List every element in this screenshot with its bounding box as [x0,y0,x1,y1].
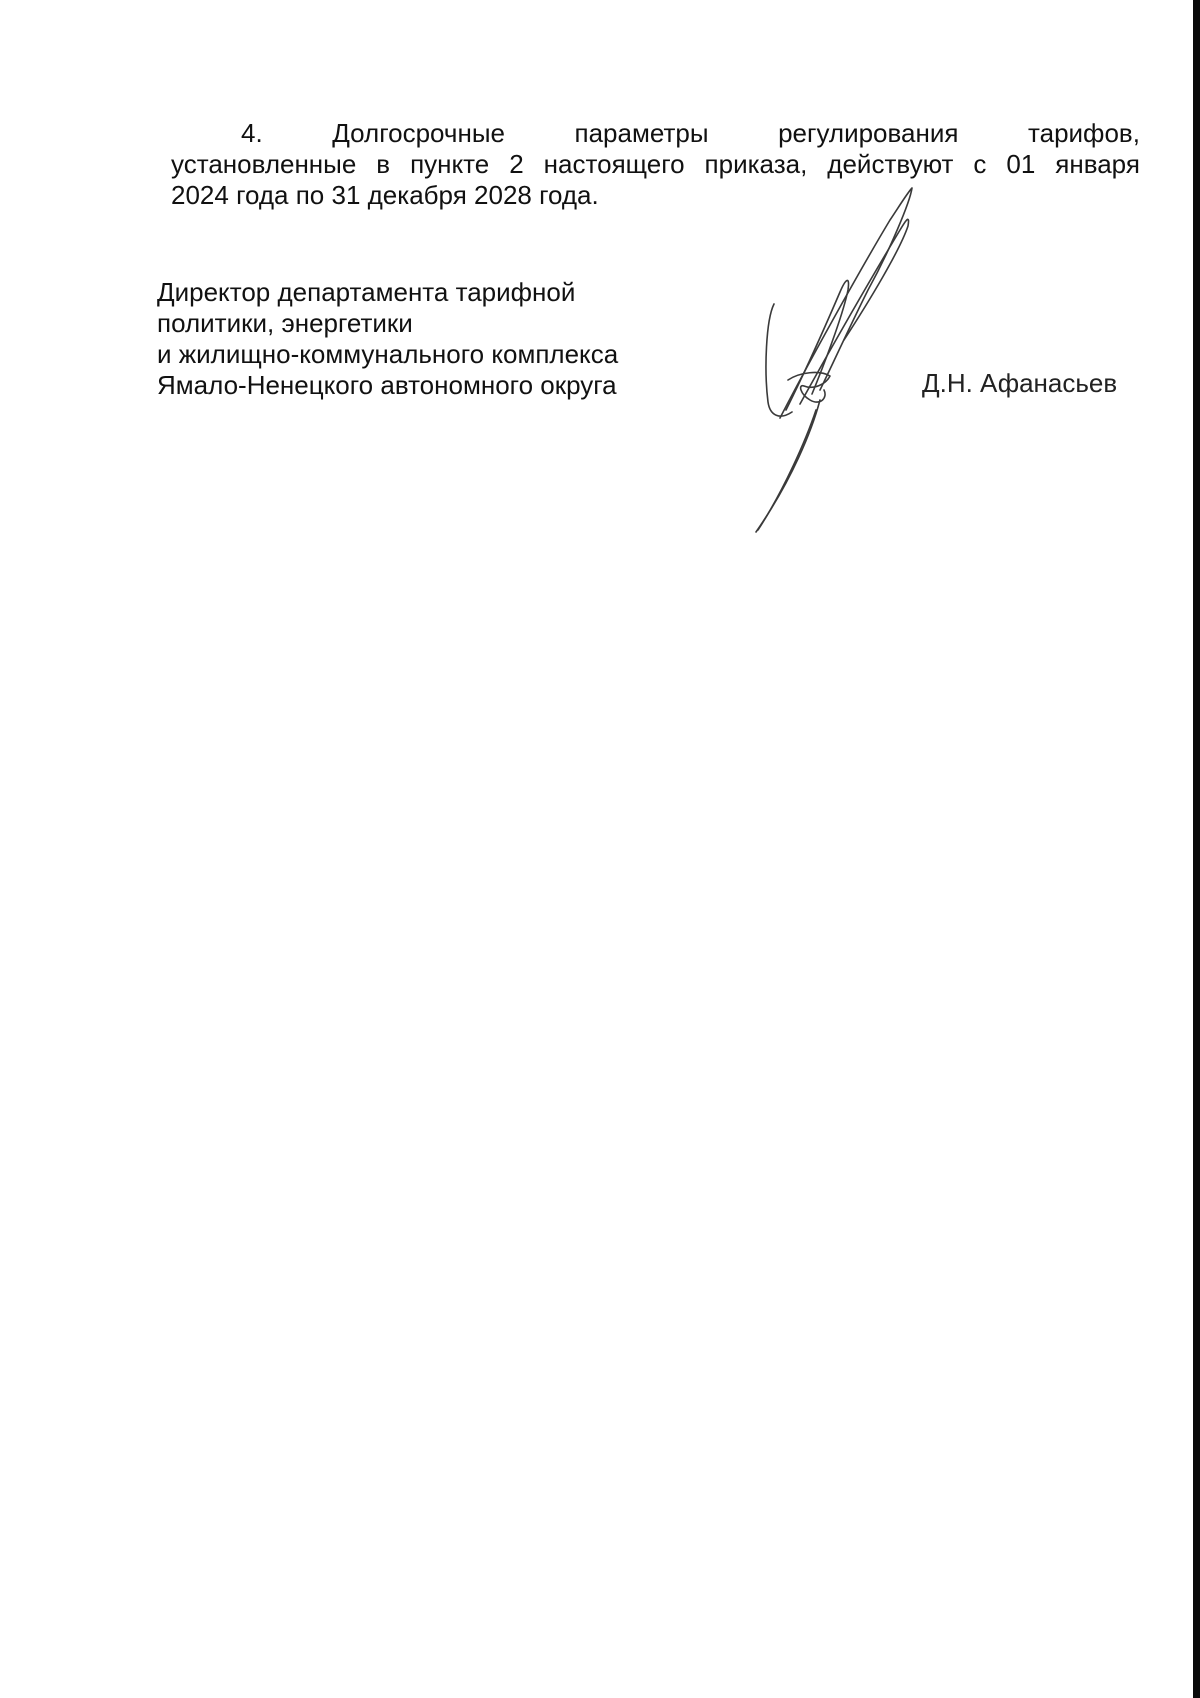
scan-edge-border [1193,0,1200,1698]
paragraph-word: с [973,149,987,179]
paragraph-word: регулирования [778,118,959,148]
paragraph-word: 01 [1006,149,1036,179]
paragraph-word: 2 [509,149,524,179]
position-line: политики, энергетики [157,308,413,338]
paragraph-line-2 [171,149,1140,180]
paragraph-word: настоящего [543,149,685,179]
paragraph-word: параметры [574,118,709,148]
signatory-name: Д.Н. Афанасьев [922,368,1118,398]
paragraph-line-1 [171,118,1140,149]
paragraph-word: приказа, [704,149,808,179]
signatory-position [157,277,677,401]
paragraph-line-3: 2024 года по 31 декабря 2028 года. [171,180,599,210]
paragraph-word: действуют [827,149,954,179]
paragraph-number: 4. [241,118,263,148]
handwritten-signature [740,180,980,540]
paragraph-word: пункте [410,149,490,179]
paragraph-word: Долгосрочные [332,118,505,148]
paragraph-4 [171,118,1140,211]
position-line: Ямало-Ненецкого автономного округа [157,370,617,400]
position-line: и жилищно-коммунального комплекса [157,339,619,369]
paragraph-word: тарифов, [1028,118,1140,148]
position-line: Директор департамента тарифной [157,277,576,307]
paragraph-word: января [1055,149,1140,179]
paragraph-word: в [376,149,391,179]
paragraph-word: установленные [171,149,357,179]
